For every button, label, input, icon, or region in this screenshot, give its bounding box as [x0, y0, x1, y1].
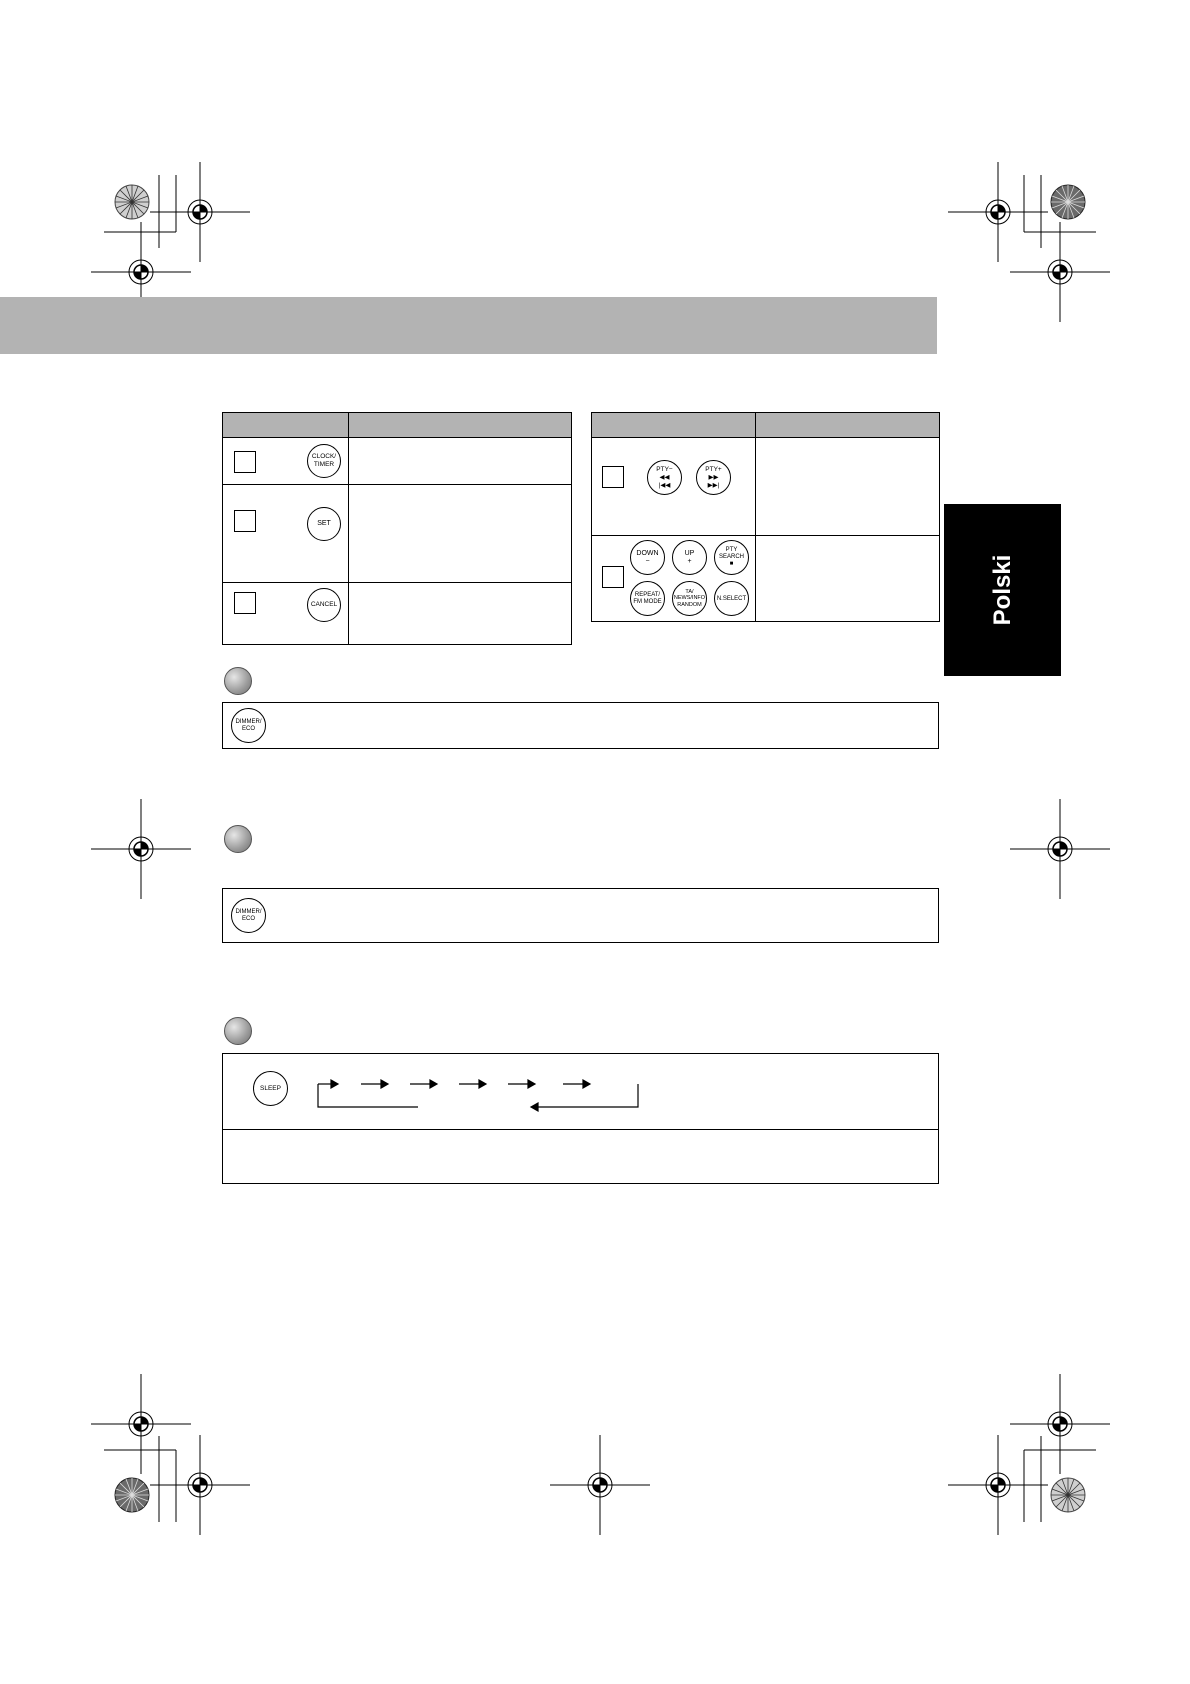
left-row1-key-cell: [223, 438, 349, 485]
repeat-fm-mode-button-icon: REPEAT/ FM MODE: [630, 581, 665, 616]
step-number-box: [234, 592, 256, 614]
set-button-icon: SET: [307, 507, 341, 541]
cancel-button-icon: CANCEL: [307, 588, 341, 622]
right-row2-key-cell: [592, 536, 756, 622]
left-row3-key-cell: [223, 583, 349, 645]
right-row2-desc-cell: [756, 536, 940, 622]
left-row2-key-cell: [223, 485, 349, 583]
table-row: [223, 583, 572, 645]
right-reference-table: [591, 412, 940, 622]
right-row1-desc-cell: [756, 438, 940, 536]
sleep-box: [222, 1053, 939, 1184]
dimmer-eco-button-icon: DIMMER/ ECO: [231, 708, 266, 743]
step-number-box: [234, 451, 256, 473]
left-reference-table: [222, 412, 572, 645]
section-bullet-icon: [224, 667, 252, 695]
left-row3-desc-cell: [349, 583, 572, 645]
right-table-header: [592, 413, 940, 438]
dimmer-eco-box: [222, 702, 939, 749]
n-select-button-icon: N.SELECT: [714, 581, 749, 616]
dimmer-eco-button-icon: DIMMER/ ECO: [231, 898, 266, 933]
step-number-box: [234, 510, 256, 532]
ta-news-info-random-button-icon: TA/ NEWS/INFO RANDOM: [672, 581, 707, 616]
left-table-header-col2: [349, 413, 572, 438]
pty-search-stop-button-icon: PTY SEARCH ■: [714, 540, 749, 575]
language-tab: [944, 504, 1061, 676]
right-table-header-col2: [756, 413, 940, 438]
right-table-header-col1: [592, 413, 756, 438]
right-row1-key-cell: [592, 438, 756, 536]
dimmer-eco-box-2: [222, 888, 939, 943]
left-table-header-col1: [223, 413, 349, 438]
down-minus-button-icon: DOWN −: [630, 540, 665, 575]
clock-timer-button-icon: CLOCK/ TIMER: [307, 444, 341, 478]
up-plus-button-icon: UP +: [672, 540, 707, 575]
sleep-button-icon: SLEEP: [253, 1071, 288, 1106]
table-row: [223, 485, 572, 583]
table-row: [223, 438, 572, 485]
step-number-box: [602, 466, 624, 488]
language-tab-label: Polski: [988, 554, 1016, 626]
left-row1-desc-cell: [349, 438, 572, 485]
pty-plus-skip-forward-button-icon: PTY+ ▶▶ ▶▶|: [696, 460, 731, 495]
left-table-header: [223, 413, 572, 438]
sleep-cycle-diagram: [223, 1054, 938, 1134]
section-bullet-icon: [224, 825, 252, 853]
header-band: [0, 297, 937, 354]
left-row2-desc-cell: [349, 485, 572, 583]
table-row: [592, 536, 940, 622]
table-row: [592, 438, 940, 536]
pty-minus-skip-back-button-icon: PTY− ◀◀ |◀◀: [647, 460, 682, 495]
step-number-box: [602, 566, 624, 588]
section-bullet-icon: [224, 1017, 252, 1045]
sleep-box-divider: [223, 1129, 938, 1130]
